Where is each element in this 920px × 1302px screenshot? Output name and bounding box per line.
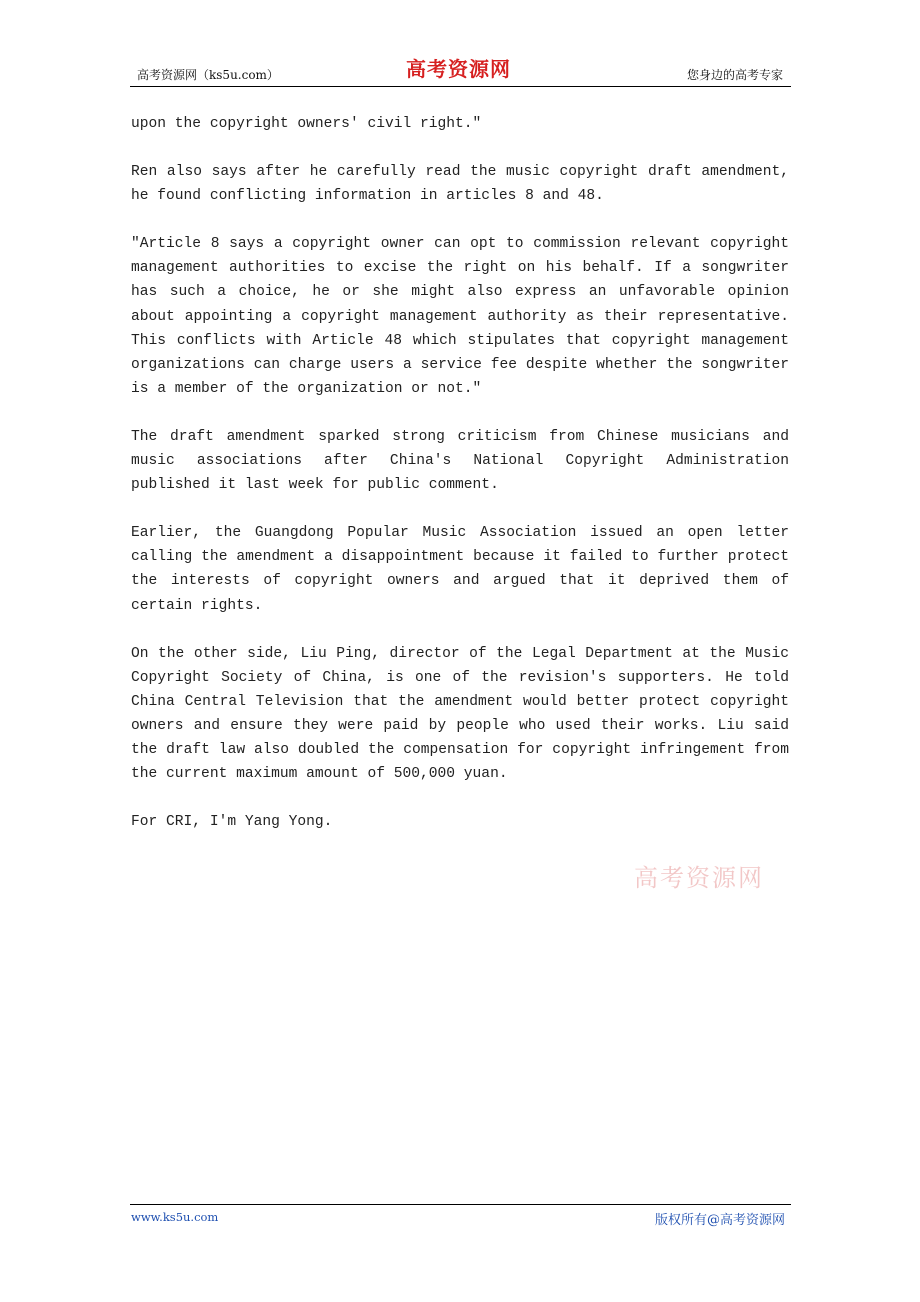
footer-site-link[interactable]: www.ks5u.com xyxy=(131,1210,219,1224)
paragraph-6: On the other side, Liu Ping, director of the Legal Department at the Music Copyright Society of China, is one of the revision's supporters. He told China Central Television that the amendment would better protect copyright owners and ensure they were paid by people who used their works. Liu said the draft law also doubled the compensation for copyright infringement from the current maximum amount of 500,000 yuan. xyxy=(131,645,789,783)
paragraph-5: Earlier, the Guangdong Popular Music Association issued an open letter calling the amendment a disappointment because it failed to further protect the interests of copyright owners and argued that it deprived them of certain rights. xyxy=(131,525,789,614)
page-footer xyxy=(130,1204,791,1228)
paragraph-4: The draft amendment sparked strong criticism from Chinese musicians and music associations after China's National Copyright Administration published it last week for public comment. xyxy=(131,428,789,494)
article-body xyxy=(131,112,789,834)
paragraph-7: For CRI, I'm Yang Yong. xyxy=(131,814,333,831)
footer-copyright-link[interactable]: 版权所有@高考资源网 xyxy=(654,1213,785,1228)
paragraph-3: "Article 8 says a copyright owner can opt to commission relevant copyright management authorities to excise the right on his behalf. If a songwriter has such a choice, he or she might also express an unfavorable opinion about appointing a copyright management authority as their representative. This conflicts with Article 48 which stipulates that copyright management organizations can charge users a service fee despite whether the songwriter is a member of the organization or not." xyxy=(131,236,789,397)
page-header xyxy=(130,50,791,87)
paragraph-1: upon the copyright owners' civil right." xyxy=(131,116,482,132)
header-slogan: 您身边的高考专家 xyxy=(686,68,783,82)
header-logo[interactable]: 高考资源网 xyxy=(406,57,511,81)
header-site-name: 高考资源网（ks5u.com） xyxy=(137,68,279,82)
paragraph-2: Ren also says after he carefully read the music copyright draft amendment, he found conflicting information in articles 8 and 48. xyxy=(131,164,789,205)
watermark-logo: 高考资源网 xyxy=(634,864,764,892)
